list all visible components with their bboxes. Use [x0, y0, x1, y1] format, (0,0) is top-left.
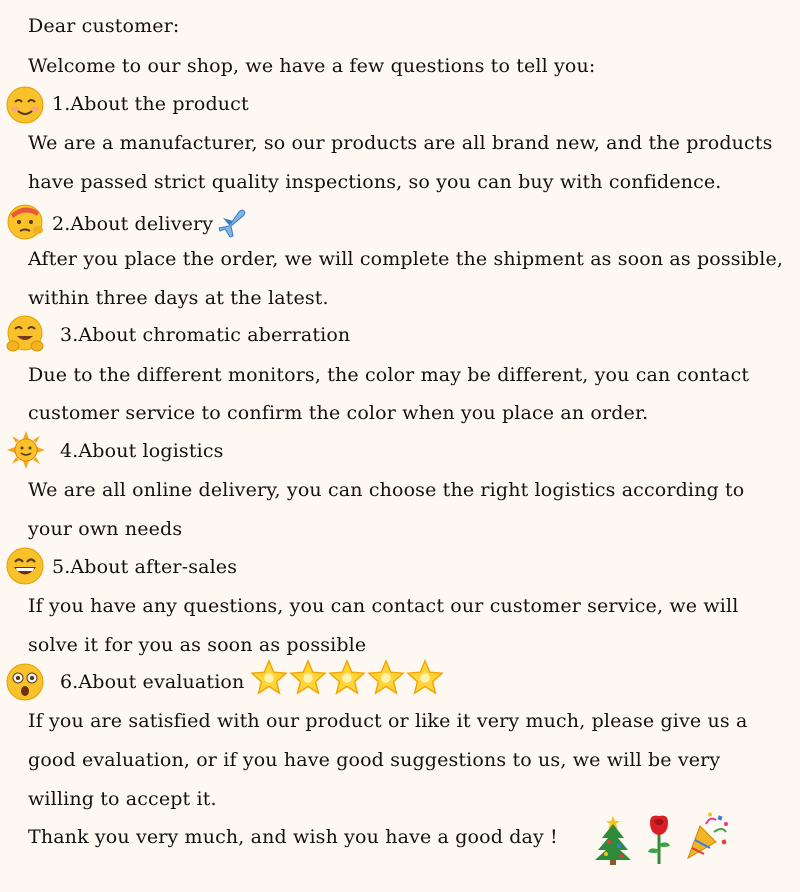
greeting: Dear customer: [28, 15, 180, 37]
star-icon [250, 658, 288, 696]
hugging-face-icon [5, 314, 45, 354]
section-6-title: 6.About evaluation [60, 671, 245, 693]
section-5-title: 5.About after-sales [52, 556, 238, 578]
section-6-line-3: willing to accept it. [28, 788, 217, 810]
section-1-title: 1.About the product [52, 93, 249, 115]
section-6-line-1: If you are satisfied with our product or like it very much, please give us a [28, 710, 748, 732]
closing-text: Thank you very much, and wish you have a good day ! [28, 826, 558, 848]
star-icon [328, 658, 366, 696]
section-1-line-1: We are a manufacturer, so our products are all brand new, and the products [28, 132, 773, 154]
section-2-line-2: within three days at the latest. [28, 287, 329, 309]
star-icon [406, 658, 444, 696]
star-icon [289, 658, 327, 696]
section-4-line-1: We are all online delivery, you can choose the right logistics according to [28, 479, 745, 501]
sun-icon [6, 430, 46, 470]
astonished-face-icon [5, 662, 45, 702]
party-popper-icon [684, 812, 730, 862]
star-icon [367, 658, 405, 696]
section-2-title: 2.About delivery [52, 213, 214, 235]
section-5-line-1: If you have any questions, you can contact our customer service, we will [28, 595, 739, 617]
section-3-line-1: Due to the different monitors, the color may be different, you can contact [28, 364, 750, 386]
section-4-line-2: your own needs [28, 518, 183, 540]
section-6-line-2: good evaluation, or if you have good suggestions to us, we will be very [28, 749, 721, 771]
saluting-face-icon [5, 200, 45, 240]
section-5-line-2: solve it for you as soon as possible [28, 634, 367, 656]
section-1-line-2: have passed strict quality inspections, so you can buy with confidence. [28, 171, 722, 193]
christmas-tree-icon [592, 812, 634, 866]
airplane-icon [215, 206, 249, 240]
closing-icons [592, 812, 730, 866]
star-rating [250, 658, 445, 696]
section-3-title: 3.About chromatic aberration [60, 324, 351, 346]
smiling-face-icon [5, 85, 45, 125]
section-2-line-1: After you place the order, we will complete the shipment as soon as possible, [28, 248, 784, 270]
section-4-title: 4.About logistics [60, 440, 224, 462]
section-2-heading [52, 208, 249, 240]
rose-icon [642, 812, 676, 866]
intro: Welcome to our shop, we have a few questions to tell you: [28, 55, 596, 77]
grinning-face-icon [5, 546, 45, 586]
section-3-line-2: customer service to confirm the color when you place an order. [28, 402, 649, 424]
